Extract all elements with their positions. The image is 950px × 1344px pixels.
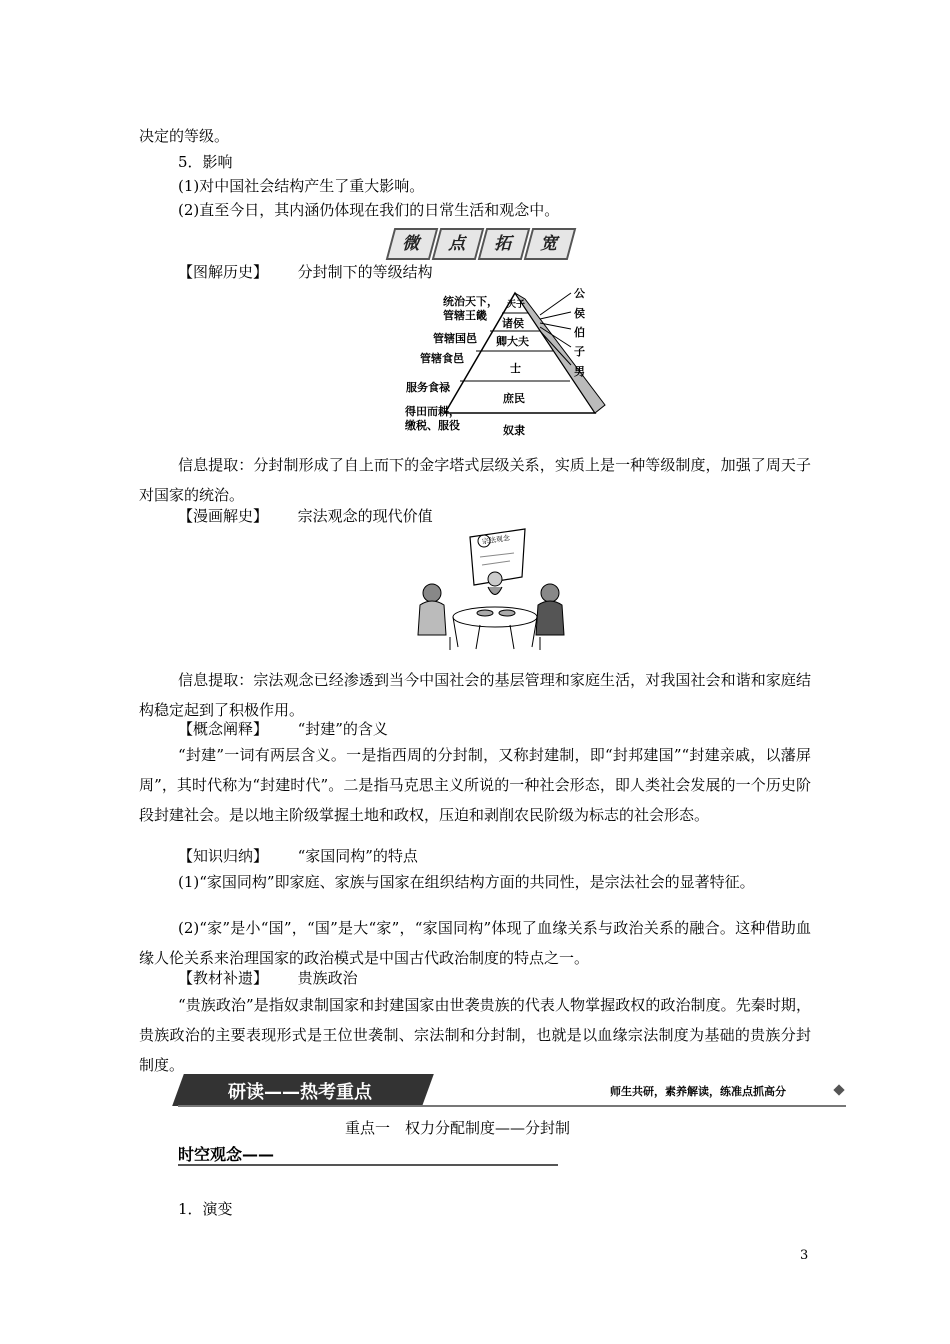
section-heading-concept bbox=[178, 719, 388, 739]
box-char-4: 宽 bbox=[524, 228, 577, 260]
section-title: “封建”的含义 bbox=[297, 720, 388, 738]
knowledge-item-2: (2)“家”是小“国”，“国”是大“家”，“家国同构”体现了血缘关系与政治关系的融合。这种借助血缘人伦关系来治理国家的政治模式是中国古代政治制度的特点之一。 bbox=[139, 919, 811, 967]
section-tag: 【概念阐释】 bbox=[178, 720, 269, 738]
rank-bo: 伯 bbox=[574, 326, 585, 339]
paragraph-continuation: 决定的等级。 bbox=[139, 127, 230, 145]
spacetime-rule bbox=[178, 1164, 558, 1166]
study-banner-slogan: 师生共研，素养解读，练准点抓高分 bbox=[610, 1085, 786, 1098]
box-char-1: 微 bbox=[386, 228, 439, 260]
spacetime-concept-title: 时空观念—— bbox=[178, 1145, 275, 1164]
rank-nan: 男 bbox=[574, 365, 585, 378]
banner-rule bbox=[178, 1105, 846, 1107]
info-extract-1: 信息提取：分封制形成了自上而下的金字塔式层级关系，实质上是一种等级制度，加强了周天子对国家的统治。 bbox=[139, 456, 811, 504]
section-title: 分封制下的等级结构 bbox=[297, 263, 433, 281]
box-char-3: 拓 bbox=[478, 228, 531, 260]
section-title: 宗法观念的现代价值 bbox=[297, 507, 433, 525]
rank-zi: 子 bbox=[574, 345, 585, 358]
left-label-6: 得田而耕， bbox=[405, 405, 460, 418]
item-evolution: 1．演变 bbox=[178, 1200, 233, 1218]
box-char-2: 点 bbox=[432, 228, 485, 260]
level-nuli: 奴隶 bbox=[503, 424, 525, 437]
left-label-1: 统治天下， bbox=[443, 295, 498, 308]
section-tag: 【图解历史】 bbox=[178, 263, 269, 281]
section-tag: 【教材补遗】 bbox=[178, 969, 269, 987]
heading-influence: 5．影响 bbox=[178, 153, 233, 171]
info-extract-2: 信息提取：宗法观念已经渗透到当今中国社会的基层管理和家庭生活，对我国社会和谐和家庭结构稳定起到了积极作用。 bbox=[139, 671, 811, 719]
influence-item-2: (2)直至今日，其内涵仍体现在我们的日常生活和观念中。 bbox=[178, 201, 560, 219]
section-title: 贵族政治 bbox=[297, 969, 358, 987]
section-tag: 【知识归纳】 bbox=[178, 847, 269, 865]
influence-item-1: (1)对中国社会结构产生了重大影响。 bbox=[178, 177, 425, 195]
section-title: “家国同构”的特点 bbox=[297, 847, 418, 865]
left-label-3: 管辖国邑 bbox=[433, 332, 477, 345]
section-heading-knowledge bbox=[178, 846, 418, 866]
key-point-heading: 重点一 权力分配制度——分封制 bbox=[345, 1119, 571, 1137]
knowledge-item-1: (1)“家国同构”即家庭、家族与国家在组织结构方面的共同性，是宗法社会的显著特征。 bbox=[178, 873, 755, 891]
left-label-7: 缴税、服役 bbox=[405, 419, 460, 432]
concept-paragraph: “封建”一词有两层含义。一是指西周的分封制，又称封建制，即“封邦建国”“封建亲戚，以藩屏周”，其时代称为“封建时代”。二是指马克思主义所说的一种社会形态，即人类社会发展的一个历史阶段封建社会。是以地主阶级掌握土地和政权，压迫和剥削农民阶级为标志的社会形态。 bbox=[139, 746, 811, 824]
cartoon-caption: 宗法观念 bbox=[481, 534, 511, 546]
section-heading-diagram bbox=[178, 262, 433, 282]
diamond-icon bbox=[833, 1084, 844, 1095]
level-shumin: 庶民 bbox=[503, 392, 525, 405]
left-label-4: 管辖食邑 bbox=[420, 352, 464, 365]
page-number: 3 bbox=[800, 1248, 809, 1263]
section-heading-cartoon bbox=[178, 506, 433, 526]
level-shi: 士 bbox=[510, 362, 521, 375]
study-banner-title: 研读——热考重点 bbox=[228, 1082, 372, 1103]
section-box-title bbox=[390, 228, 572, 260]
level-zhuhou: 诸侯 bbox=[502, 317, 524, 330]
section-tag: 【漫画解史】 bbox=[178, 507, 269, 525]
rank-gong: 公 bbox=[574, 287, 585, 300]
level-qingdafu: 卿大夫 bbox=[496, 335, 529, 348]
level-tianzi: 天子 bbox=[507, 300, 526, 310]
section-heading-supplement bbox=[178, 968, 358, 988]
noble-politics-paragraph: “贵族政治”是指奴隶制国家和封建国家由世袭贵族的代表人物掌握政权的政治制度。先秦时期，贵族政治的主要表现形式是王位世袭制、宗法制和分封制，也就是以血缘宗法制度为基础的贵族分封制度。 bbox=[139, 996, 811, 1074]
left-label-2: 管辖王畿 bbox=[443, 309, 487, 322]
left-label-5: 服务食禄 bbox=[406, 381, 450, 394]
rank-hou: 侯 bbox=[574, 307, 585, 320]
